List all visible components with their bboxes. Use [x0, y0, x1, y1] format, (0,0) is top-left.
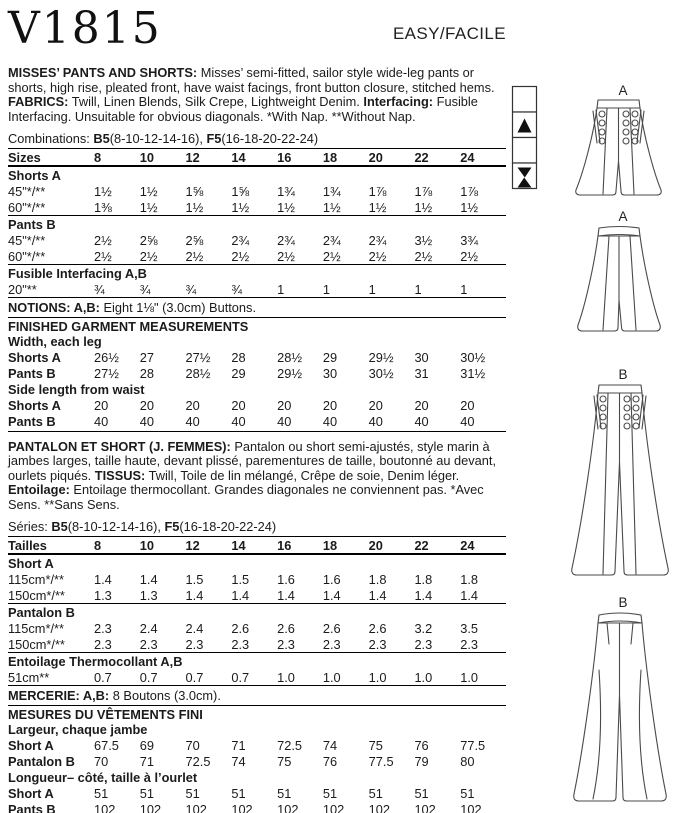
bold-text-segment: B5	[51, 519, 68, 534]
table-row-51cm	[8, 669, 506, 685]
value-cell: 40	[322, 414, 338, 429]
text-segment: (16-18-20-22-24)	[221, 131, 319, 146]
row-label: Pantalon B	[8, 754, 75, 769]
size-column-header: 24	[460, 537, 475, 553]
value-cell: 30½	[460, 350, 486, 365]
value-cell: 2.3	[94, 620, 112, 636]
table-row-115cm	[8, 571, 506, 587]
row-label: 20"**	[8, 281, 37, 297]
text-segment: (16-18-20-22-24)	[179, 519, 277, 534]
table-header-row	[8, 536, 506, 554]
size-column-header: 16	[277, 537, 292, 553]
size-column-title: Sizes	[8, 149, 41, 165]
value-cell: 31½	[460, 366, 486, 381]
value-cell: 2.3	[368, 636, 387, 652]
value-cell: 51	[277, 786, 292, 801]
value-cell: 74	[231, 754, 246, 769]
bold-text-segment: PANTALON ET SHORT (J. FEMMES):	[8, 438, 231, 454]
text-segment: Twill, Linen Blends, Silk Crepe, Lightweight Denim.	[68, 94, 364, 109]
value-cell: 2.6	[231, 620, 250, 636]
finished-heading-english: FINISHED GARMENT MEASUREMENTS	[8, 317, 506, 334]
value-cell: 69	[139, 738, 154, 753]
size-column-header: 8	[94, 537, 102, 553]
subhead-label: Side length from waist	[8, 382, 145, 397]
value-cell: ¾	[139, 281, 151, 297]
value-cell: 1½	[368, 199, 387, 215]
row-label: 60"*/**	[8, 199, 46, 215]
value-cell: 1.0	[414, 669, 433, 685]
bold-text-segment: MERCERIE: A,B:	[8, 687, 110, 703]
bold-text-segment: FABRICS:	[8, 94, 69, 109]
description-french	[8, 440, 506, 513]
value-cell: 29½	[368, 350, 394, 365]
value-cell: 2.3	[277, 636, 295, 652]
value-cell: 3½	[414, 232, 433, 248]
value-cell: 2.3	[322, 636, 341, 652]
value-cell: 40	[460, 414, 475, 429]
value-cell: 2.3	[185, 636, 204, 652]
table-row-shorts-a	[8, 398, 506, 414]
value-cell: 72.5	[185, 754, 211, 769]
table-row-60	[8, 248, 506, 264]
value-cell: 1.3	[139, 587, 158, 603]
value-cell: 1.3	[94, 587, 112, 603]
table-row-pants-b	[8, 366, 506, 382]
value-cell: 29½	[277, 366, 303, 381]
table-row-longueur-c-t-taille-l-ourlet	[8, 770, 506, 786]
bold-text-segment: B5	[93, 131, 110, 146]
value-cell: 2¾	[231, 232, 250, 248]
table-row-pantalon-b	[8, 754, 506, 770]
finished-measurements-english	[8, 317, 506, 432]
table-row-60	[8, 199, 506, 215]
section-label: Fusible Interfacing A,B	[8, 265, 147, 281]
value-cell: 1½	[414, 199, 433, 215]
value-cell: 2½	[231, 248, 250, 264]
value-cell: 2¾	[277, 232, 295, 248]
bold-text-segment: F5	[164, 519, 180, 534]
row-label: 45"*/**	[8, 183, 46, 199]
value-cell: 1.8	[368, 571, 387, 587]
value-cell: 2.3	[139, 636, 158, 652]
value-cell: 1.4	[414, 587, 433, 603]
row-label: Short A	[8, 786, 54, 801]
value-cell: 2.3	[231, 636, 250, 652]
table-row-pants-b	[8, 414, 506, 430]
size-column-header: 16	[277, 149, 292, 165]
section-label: Pantalon B	[8, 604, 75, 620]
value-cell: 102	[368, 802, 391, 813]
mercerie-line	[8, 685, 506, 705]
value-cell: 1½	[322, 199, 341, 215]
row-label: 115cm*/**	[8, 571, 64, 587]
value-cell: 102	[94, 802, 116, 813]
value-cell: 67.5	[94, 738, 119, 753]
value-cell: 1.8	[414, 571, 433, 587]
value-cell: 1¾	[322, 183, 341, 199]
value-cell: 74	[322, 738, 338, 753]
size-column-header: 20	[368, 537, 383, 553]
section-label: Entoilage Thermocollant A,B	[8, 653, 183, 669]
value-cell: 72.5	[277, 738, 303, 753]
pants-b-back-drawing	[569, 610, 671, 808]
value-cell: 1.4	[94, 571, 112, 587]
value-cell: 0.7	[231, 669, 250, 685]
value-cell: 30½	[368, 366, 394, 381]
row-label: 45"*/**	[8, 232, 46, 248]
bold-text-segment: TISSUS:	[94, 467, 146, 483]
value-cell: 75	[368, 738, 383, 753]
pattern-number: V1815	[8, 3, 162, 54]
section-label: Short A	[8, 555, 54, 571]
table-row-side-length-from-waist	[8, 382, 506, 398]
section-label: Pants B	[8, 216, 56, 232]
value-cell: 1⅝	[231, 183, 250, 199]
value-cell: 1.4	[322, 587, 341, 603]
value-cell: 102	[277, 802, 299, 813]
table-row-20	[8, 281, 506, 297]
table-row-shorts-a	[8, 166, 506, 183]
value-cell: 2¾	[322, 232, 341, 248]
value-cell: 40	[414, 414, 429, 429]
subhead-label: Width, each leg	[8, 334, 102, 349]
text-segment: (8-10-12-14-16),	[109, 131, 207, 146]
table-row-pantalon-b	[8, 603, 506, 620]
value-cell: 29	[322, 350, 338, 365]
value-cell: 79	[414, 754, 429, 769]
value-cell: 51	[231, 786, 246, 801]
text-segment: Twill, Toile de lin mélangé, Crêpe de soie, Denim léger.	[145, 467, 460, 483]
row-label: Shorts A	[8, 350, 61, 365]
value-cell: 0.7	[185, 669, 204, 685]
value-cell: 70	[94, 754, 109, 769]
value-cell: 1.0	[277, 669, 295, 685]
value-cell: 20	[460, 398, 475, 413]
value-cell: 76	[414, 738, 429, 753]
finished-measurements-french	[8, 705, 506, 813]
value-cell: 1½	[94, 183, 112, 199]
finished-table-french	[8, 722, 506, 813]
text-segment: (8-10-12-14-16),	[67, 519, 165, 534]
size-column-header: 14	[231, 537, 246, 553]
value-cell: 2.3	[460, 636, 479, 652]
yardage-table-french	[8, 536, 506, 685]
value-cell: 1⅝	[185, 183, 204, 199]
value-cell: 28½	[277, 350, 303, 365]
value-cell: 2½	[94, 248, 112, 264]
text-column	[8, 4, 506, 813]
shorts-a-back-drawing	[573, 224, 665, 338]
size-column-header: 18	[322, 537, 338, 553]
view-label-shorts-back: A	[618, 209, 628, 224]
value-cell: 1.4	[277, 587, 295, 603]
value-cell: 1.5	[185, 571, 204, 587]
value-cell: 26½	[94, 350, 119, 365]
value-cell: 1½	[185, 199, 204, 215]
cutting-layout-icon-strip	[511, 85, 538, 191]
view-label-pants-back: B	[618, 595, 628, 610]
row-label: Pants B	[8, 414, 56, 429]
value-cell: ¾	[94, 281, 105, 297]
value-cell: 77.5	[368, 754, 394, 769]
value-cell: 1.4	[185, 587, 204, 603]
value-cell: 77.5	[460, 738, 486, 753]
text-segment: 8 Boutons (3.0cm).	[109, 687, 221, 703]
size-column-header: 10	[139, 149, 154, 165]
row-label: 150cm*/**	[8, 587, 65, 603]
table-row-45	[8, 183, 506, 199]
value-cell: 20	[368, 398, 383, 413]
value-cell: 20	[277, 398, 292, 413]
table-row-45	[8, 232, 506, 248]
size-column-header: 8	[94, 149, 102, 165]
value-cell: 3¾	[460, 232, 479, 248]
notions-line	[8, 297, 506, 317]
value-cell: 2½	[139, 248, 158, 264]
difficulty-label: EASY/FACILE	[392, 24, 506, 43]
value-cell: 1½	[277, 199, 295, 215]
value-cell: 27½	[94, 366, 119, 381]
value-cell: 102	[185, 802, 207, 813]
bold-text-segment: Interfacing:	[363, 94, 434, 109]
value-cell: 2½	[94, 232, 112, 248]
value-cell: ¾	[185, 281, 197, 297]
value-cell: 20	[139, 398, 154, 413]
value-cell: 27	[139, 350, 154, 365]
value-cell: 76	[322, 754, 338, 769]
value-cell: 0.7	[139, 669, 158, 685]
value-cell: 1.0	[460, 669, 479, 685]
value-cell: 2.3	[94, 636, 112, 652]
table-row-short-a	[8, 554, 506, 571]
value-cell: 2½	[414, 248, 433, 264]
value-cell: 3.5	[460, 620, 479, 636]
value-cell: 1	[460, 281, 468, 297]
value-cell: 70	[185, 738, 200, 753]
value-cell: 28½	[185, 366, 211, 381]
value-cell: 1	[322, 281, 330, 297]
shorts-a-front-drawing	[569, 97, 668, 202]
row-label: 60"*/**	[8, 248, 46, 264]
value-cell: 1½	[460, 199, 479, 215]
value-cell: 102	[460, 802, 482, 813]
value-cell: 2.4	[185, 620, 204, 636]
value-cell: 2⅝	[139, 232, 158, 248]
page-header	[8, 4, 506, 58]
value-cell: 71	[231, 738, 246, 753]
value-cell: 51	[139, 786, 154, 801]
value-cell: 102	[322, 802, 345, 813]
text-segment: Pantalon ou short semi-ajustés, style marin à jambes larges, taille haute, devant plissé, parementures de taille, boutonné au devant, ourlets piqués.	[8, 438, 497, 483]
value-cell: 71	[139, 754, 154, 769]
value-cell: 2¾	[368, 232, 387, 248]
value-cell: 102	[139, 802, 162, 813]
text-segment: Misses’ semi-fitted, sailor style wide-leg pants or shorts, high rise, pleated front, have waist facings, front button closure, stitched hems.	[8, 65, 495, 95]
size-column-header: 12	[185, 537, 200, 553]
value-cell: 51	[368, 786, 383, 801]
row-label: 51cm**	[8, 669, 50, 685]
value-cell: 2½	[368, 248, 387, 264]
value-cell: 0.7	[94, 669, 112, 685]
combinations-line	[8, 132, 506, 148]
row-label: Pants B	[8, 802, 56, 813]
value-cell: 1½	[139, 183, 158, 199]
value-cell: 30	[414, 350, 429, 365]
text-segment: Eight 1⅛" (3.0cm) Buttons.	[99, 299, 256, 315]
value-cell: 30	[322, 366, 338, 381]
bold-text-segment: F5	[206, 131, 222, 146]
value-cell: 1.4	[460, 587, 479, 603]
table-row-largeur-chaque-jambe	[8, 722, 506, 738]
finished-heading-french: MESURES DU VÊTEMENTS FINI	[8, 705, 506, 722]
value-cell: 40	[139, 414, 154, 429]
row-label: Short A	[8, 738, 54, 753]
value-cell: 1.4	[139, 571, 158, 587]
size-column-header: 12	[185, 149, 200, 165]
value-cell: 51	[414, 786, 429, 801]
table-row-fusible-interfacing-a-b	[8, 264, 506, 281]
value-cell: 1.8	[460, 571, 479, 587]
table-row-shorts-a	[8, 350, 506, 366]
view-label-pants-front: B	[618, 367, 628, 382]
value-cell: 1	[368, 281, 376, 297]
value-cell: 40	[368, 414, 383, 429]
value-cell: 1⅞	[368, 183, 387, 199]
table-row-short-a	[8, 786, 506, 802]
subhead-label: Largeur, chaque jambe	[8, 722, 148, 737]
value-cell: 27½	[185, 350, 211, 365]
size-column-header: 14	[231, 149, 246, 165]
value-cell: 1¾	[277, 183, 295, 199]
value-cell: 40	[185, 414, 200, 429]
value-cell: 28	[231, 350, 246, 365]
size-column-header: 18	[322, 149, 338, 165]
value-cell: 2.4	[139, 620, 158, 636]
finished-table-english	[8, 334, 506, 430]
size-column-header: 20	[368, 149, 383, 165]
value-cell: 1	[414, 281, 422, 297]
blank-square-icon	[513, 87, 537, 113]
value-cell: 31	[414, 366, 429, 381]
size-column-title: Tailles	[8, 537, 47, 553]
pants-b-front-drawing	[567, 382, 673, 582]
value-cell: 20	[231, 398, 246, 413]
value-cell: 2⅝	[185, 232, 204, 248]
value-cell: 1.4	[231, 587, 250, 603]
size-column-header: 10	[139, 537, 154, 553]
value-cell: 2.6	[322, 620, 341, 636]
table-header-row	[8, 148, 506, 166]
value-cell: 29	[231, 366, 246, 381]
value-cell: 20	[322, 398, 338, 413]
value-cell: 1.0	[322, 669, 341, 685]
value-cell: 51	[460, 786, 475, 801]
blank-square-icon	[513, 138, 537, 164]
value-cell: 75	[277, 754, 292, 769]
series-line	[8, 520, 506, 536]
row-label: 150cm*/**	[8, 636, 65, 652]
value-cell: 40	[231, 414, 246, 429]
value-cell: 20	[414, 398, 429, 413]
table-row-entoilage-thermocollant-a-b	[8, 652, 506, 669]
text-segment: Combinations:	[8, 131, 94, 146]
value-cell: 2.3	[414, 636, 433, 652]
value-cell: 102	[414, 802, 436, 813]
value-cell: 1⅜	[94, 199, 112, 215]
value-cell: 3.2	[414, 620, 433, 636]
value-cell: 28	[139, 366, 154, 381]
value-cell: 2.6	[368, 620, 387, 636]
value-cell: 1⅞	[414, 183, 433, 199]
value-cell: 2.6	[277, 620, 295, 636]
value-cell: 80	[460, 754, 475, 769]
value-cell: 2½	[322, 248, 341, 264]
value-cell: 40	[277, 414, 292, 429]
value-cell: 1.4	[368, 587, 387, 603]
value-cell: 2½	[185, 248, 204, 264]
value-cell: 1	[277, 281, 285, 297]
text-segment: Séries:	[8, 519, 52, 534]
value-cell: 20	[185, 398, 200, 413]
value-cell: ¾	[231, 281, 243, 297]
value-cell: 1.5	[231, 571, 250, 587]
subhead-label: Longueur– côté, taille à l’ourlet	[8, 770, 198, 785]
table-row-width-each-leg	[8, 334, 506, 350]
value-cell: 40	[94, 414, 109, 429]
row-label: Shorts A	[8, 398, 61, 413]
table-row-short-a	[8, 738, 506, 754]
value-cell: 1⅞	[460, 183, 479, 199]
table-row-150cm	[8, 587, 506, 603]
view-label-shorts-front: A	[618, 83, 628, 98]
value-cell: 51	[322, 786, 338, 801]
value-cell: 1.0	[368, 669, 387, 685]
size-column-header: 24	[460, 149, 475, 165]
row-label: Pants B	[8, 366, 56, 381]
size-column-header: 22	[414, 149, 429, 165]
value-cell: 51	[185, 786, 200, 801]
value-cell: 1½	[231, 199, 250, 215]
yardage-table-english	[8, 148, 506, 297]
table-row-pants-b	[8, 215, 506, 232]
bold-text-segment: Entoilage:	[8, 482, 70, 497]
section-label: Shorts A	[8, 167, 61, 183]
value-cell: 1.6	[277, 571, 295, 587]
text-segment: Entoilage thermocollant. Grandes diagonales ne conviennent pas. *Avec Sens. **Sans Sens.	[8, 482, 484, 512]
table-row-115cm	[8, 620, 506, 636]
value-cell: 51	[94, 786, 109, 801]
size-column-header: 22	[414, 537, 429, 553]
bold-text-segment: MISSES’ PANTS AND SHORTS:	[8, 65, 198, 80]
value-cell: 1.6	[322, 571, 341, 587]
bold-text-segment: NOTIONS: A,B:	[8, 299, 100, 315]
value-cell: 2½	[277, 248, 295, 264]
table-row-150cm	[8, 636, 506, 652]
value-cell: 2½	[460, 248, 479, 264]
row-label: 115cm*/**	[8, 620, 64, 636]
text-segment: Fusible Interfacing. Unsuitable for obvious diagonals. *With Nap. **Without Nap.	[8, 94, 478, 124]
value-cell: 20	[94, 398, 109, 413]
description-english	[8, 66, 506, 124]
table-row-pants-b	[8, 802, 506, 813]
value-cell: 1½	[139, 199, 158, 215]
value-cell: 102	[231, 802, 253, 813]
